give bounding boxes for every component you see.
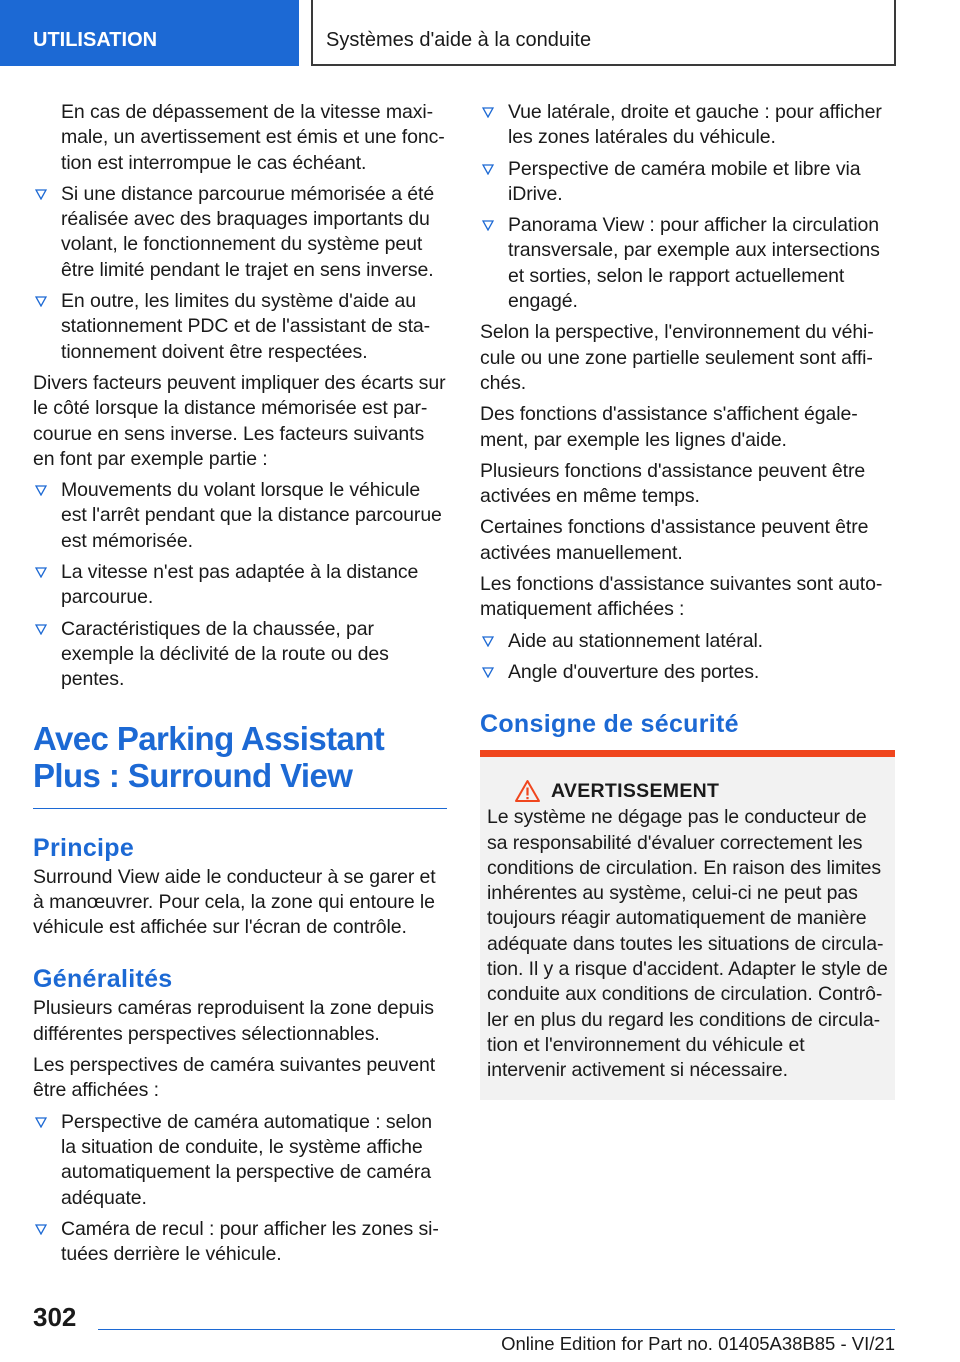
triangle-bullet-icon [482,220,494,231]
triangle-bullet-icon [482,636,494,647]
page-number: 302 [33,1302,77,1332]
continued-text: En cas de dépassement de la vitesse maximale, un avertissement est émis et une fonction est interrompue le cas échéant. [61,101,445,174]
paragraph: Les fonctions d'assistance suivantes sont automatiquement affichées : [480,573,883,621]
list-item: Panorama View : pour afficher la circulation transversale, par exemple aux intersections et sorties, selon le rapport actuellement engagé. [480,213,895,314]
triangle-bullet-icon [35,189,47,200]
list-item: Perspective de caméra mobile et libre via iDrive. [480,157,895,208]
left-list-3 [33,1110,447,1268]
warning-box [480,750,895,1099]
footer-divider [98,1329,895,1330]
left-list-1 [33,182,447,365]
subheading-principe: Principe [33,833,135,862]
footer-edition: Online Edition for Part no. 01405A38B85 - VI/21 [501,1333,895,1354]
triangle-bullet-icon [35,624,47,635]
triangle-bullet-icon [35,1117,47,1128]
right-list-1 [480,100,895,314]
warning-label: AVERTISSEMENT [551,779,720,802]
chapter-title: Systèmes d'aide à la conduite [311,0,896,66]
section-heading: Avec Parking Assistant Plus : Surround View [33,720,447,809]
paragraph: Certaines fonctions d'assistance peuvent être activées manuellement. [480,516,869,564]
paragraph: Des fonctions d'assistance s'affichent également, par exemple les lignes d'aide. [480,403,858,451]
subheading-generalites: Généralités [33,965,173,994]
paragraph: Surround View aide le conducteur à se garer et à manœuvrer. Pour cela, la zone qui entoure le véhicule est affichée sur l'écran de contrôle. [33,865,436,939]
list-item: En outre, les limites du système d'aide au stationnement PDC et de l'assistant de stationnement doivent être respectées. [33,289,447,365]
triangle-bullet-icon [35,1224,47,1235]
triangle-bullet-icon [482,107,494,118]
triangle-bullet-icon [482,164,494,175]
triangle-bullet-icon [482,667,494,678]
page-header [0,0,960,66]
list-item: Caméra de recul : pour afficher les zones situées derrière le véhicule. [33,1217,447,1268]
triangle-bullet-icon [35,485,47,496]
list-item: Vue latérale, droite et gauche : pour afficher les zones latérales du véhicule. [480,100,895,151]
right-column [480,100,895,1100]
warning-text: Le système ne dégage pas le conducteur de sa responsabilité d'évaluer correctement les conditions de circulation. En raison des limites inhérentes au système, celui-ci ne peut pas toujours réagir automatiquement de manière adéquate dans toutes les situations de circulation. Il y a risque d'accident. Adapter le style de conduite aux conditions de circulation. Contrôler en plus du regard les conditions de circulation et l'environnement du véhicule et intervenir activement si nécessaire. [487,806,888,1082]
subheading-safety: Consigne de sécurité [480,710,739,739]
paragraph: Les perspectives de caméra suivantes peuvent être affichées : [33,1054,436,1102]
left-list-2 [33,478,447,692]
paragraph: Plusieurs fonctions d'assistance peuvent être activées en même temps. [480,459,866,508]
list-item: Perspective de caméra automatique : selon la situation de conduite, le système affiche automatiquement la perspective de caméra adéquate. [33,1110,447,1211]
warning-triangle-icon [514,779,541,803]
warning-header [487,779,888,803]
triangle-bullet-icon [35,296,47,307]
paragraph: Selon la perspective, l'environnement du véhicule ou une zone partielle seulement sont affichés. [480,321,874,394]
list-item: Aide au stationnement latéral. [480,629,895,654]
right-list-2 [480,629,895,686]
section-tab: UTILISATION [0,0,299,66]
list-item: Caractéristiques de la chaussée, par exemple la déclivité de la route ou des pentes. [33,617,447,693]
paragraph: Plusieurs caméras reproduisent la zone depuis différentes perspectives sélectionnables. [33,997,434,1045]
left-column [33,100,447,1273]
list-item: Si une distance parcourue mémorisée a été réalisée avec des braquages importants du volant, le fonctionnement du système peut être limité pendant le trajet en sens inverse. [33,182,447,283]
list-item: Angle d'ouverture des portes. [480,660,895,685]
list-item: Mouvements du volant lorsque le véhicule est l'arrêt pendant que la distance parcourue est mémorisée. [33,478,447,554]
paragraph: Divers facteurs peuvent impliquer des écarts sur le côté lorsque la distance mémorisée est parcourue en sens inverse. Les facteurs suivants en font par exemple partie : [33,371,446,470]
list-item: La vitesse n'est pas adaptée à la distance parcourue. [33,560,447,611]
triangle-bullet-icon [35,567,47,578]
